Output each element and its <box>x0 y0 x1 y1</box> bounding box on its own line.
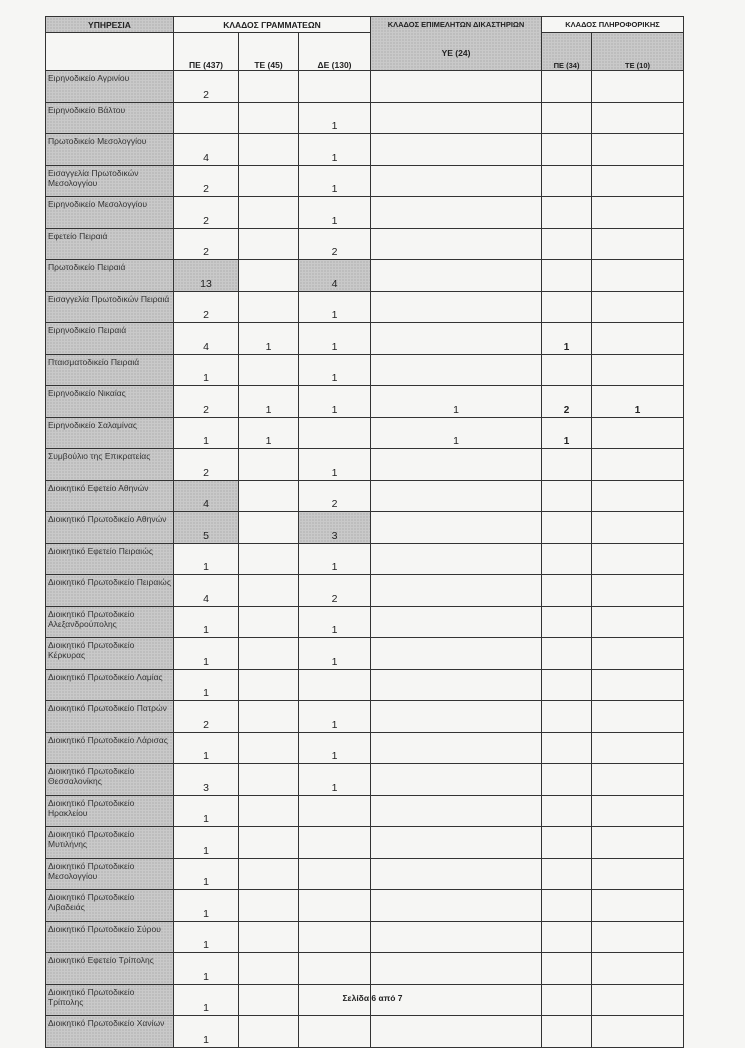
value-cell <box>239 669 299 701</box>
value-cell <box>371 1016 542 1048</box>
clerks-group-header: ΚΛΑΔΟΣ ΓΡΑΜΜΑΤΕΩΝ <box>174 17 371 33</box>
value-cell: 1 <box>592 386 684 418</box>
value-cell: 4 <box>174 575 239 607</box>
value-cell <box>239 449 299 481</box>
value-cell: 1 <box>174 732 239 764</box>
service-name: Διοικητικό Πρωτοδικείο Μεσολογγίου <box>48 860 135 881</box>
value-cell <box>371 291 542 323</box>
table-row <box>46 449 684 481</box>
value-cell: 4 <box>299 260 371 292</box>
value-cell <box>299 921 371 953</box>
value-cell <box>371 102 542 134</box>
value-cell <box>542 71 592 103</box>
value-cell: 2 <box>299 228 371 260</box>
value-cell <box>239 165 299 197</box>
value-cell <box>592 197 684 229</box>
value-cell: 1 <box>299 606 371 638</box>
value-cell: 3 <box>174 764 239 796</box>
value-cell <box>371 638 542 670</box>
value-cell <box>592 512 684 544</box>
column-header-row <box>46 33 684 71</box>
value-cell <box>299 795 371 827</box>
value-cell: 2 <box>174 71 239 103</box>
table-row <box>46 890 684 922</box>
value-cell <box>239 827 299 859</box>
value-cell: 2 <box>174 228 239 260</box>
table-row <box>46 701 684 733</box>
value-cell: 1 <box>299 701 371 733</box>
value-cell <box>592 858 684 890</box>
value-cell <box>371 228 542 260</box>
service-name: Πρωτοδικείο Πειραιά <box>48 262 126 272</box>
value-cell <box>592 260 684 292</box>
service-name-cell <box>46 165 174 197</box>
service-name: Διοικητικό Πρωτοδικείο Λαμίας <box>48 671 163 682</box>
value-cell <box>371 354 542 386</box>
service-name-cell <box>46 732 174 764</box>
value-cell: 1 <box>174 606 239 638</box>
service-name-cell <box>46 764 174 796</box>
value-cell <box>592 764 684 796</box>
value-cell: 1 <box>174 984 239 1016</box>
value-cell: 1 <box>174 795 239 827</box>
value-cell <box>239 606 299 638</box>
value-cell: 13 <box>174 260 239 292</box>
table-row <box>46 512 684 544</box>
service-name: Εφετείο Πειραιά <box>48 230 108 241</box>
service-name-cell <box>46 102 174 134</box>
value-cell: 4 <box>174 323 239 355</box>
value-cell <box>239 260 299 292</box>
value-cell <box>371 512 542 544</box>
value-cell <box>239 71 299 103</box>
value-cell <box>542 953 592 985</box>
value-cell <box>299 858 371 890</box>
table-row <box>46 795 684 827</box>
value-cell <box>592 543 684 575</box>
service-name: Συμβούλιο της Επικρατείας <box>48 451 151 461</box>
service-name: Πταισματοδικείο Πειραιά <box>48 356 140 367</box>
value-cell <box>592 417 684 449</box>
table-row <box>46 764 684 796</box>
value-cell <box>592 701 684 733</box>
service-name-cell <box>46 795 174 827</box>
service-name: Διοικητικό Εφετείο Αθηνών <box>48 482 149 493</box>
service-name: Ειρηνοδικείο Βάλτου <box>48 104 126 115</box>
service-name-cell <box>46 354 174 386</box>
value-cell <box>592 102 684 134</box>
value-cell: 1 <box>299 638 371 670</box>
value-cell: 1 <box>174 417 239 449</box>
value-cell <box>371 669 542 701</box>
value-cell <box>371 953 542 985</box>
staffing-table <box>45 16 684 1048</box>
service-name-cell <box>46 197 174 229</box>
value-cell <box>299 890 371 922</box>
service-name-cell <box>46 386 174 418</box>
service-name: Διοικητικό Πρωτοδικείο Πειραιώς <box>48 577 171 587</box>
value-cell: 1 <box>174 1016 239 1048</box>
table-row <box>46 858 684 890</box>
column-header-te-clerks: ΤΕ (45) <box>239 33 299 71</box>
value-cell <box>299 71 371 103</box>
service-name-cell <box>46 291 174 323</box>
service-name-cell <box>46 134 174 166</box>
value-cell: 1 <box>299 764 371 796</box>
service-name-cell <box>46 228 174 260</box>
value-cell <box>239 480 299 512</box>
value-cell <box>592 228 684 260</box>
value-cell: 1 <box>299 102 371 134</box>
value-cell: 2 <box>174 197 239 229</box>
service-name-cell <box>46 953 174 985</box>
service-name: Πρωτοδικείο Μεσολογγίου <box>48 136 147 146</box>
service-name-cell <box>46 512 174 544</box>
table-row <box>46 291 684 323</box>
table-row <box>46 669 684 701</box>
value-cell <box>239 638 299 670</box>
value-cell: 2 <box>542 386 592 418</box>
service-name: Διοικητικό Πρωτοδικείο Χανίων <box>48 1018 165 1028</box>
value-cell <box>592 354 684 386</box>
value-cell <box>299 827 371 859</box>
service-name-cell <box>46 827 174 859</box>
value-cell: 1 <box>299 134 371 166</box>
service-name-cell <box>46 71 174 103</box>
value-cell: 1 <box>239 386 299 418</box>
service-name: Ειρηνοδικείο Πειραιά <box>48 325 127 335</box>
value-cell <box>542 701 592 733</box>
service-name-cell <box>46 890 174 922</box>
value-cell <box>542 732 592 764</box>
value-cell <box>371 575 542 607</box>
service-name: Διοικητικό Πρωτοδικείο Θεσσαλονίκης <box>48 766 135 786</box>
value-cell: 1 <box>174 669 239 701</box>
value-cell <box>239 354 299 386</box>
service-name: Ειρηνοδικείο Μεσολογγίου <box>48 199 148 209</box>
table-row <box>46 606 684 638</box>
value-cell <box>371 71 542 103</box>
value-cell <box>592 323 684 355</box>
value-cell <box>542 858 592 890</box>
value-cell: 5 <box>174 512 239 544</box>
table-row <box>46 827 684 859</box>
service-name: Διοικητικό Πρωτοδικείο Λιβαδειάς <box>48 892 135 912</box>
table-row <box>46 386 684 418</box>
value-cell <box>542 102 592 134</box>
value-cell <box>174 102 239 134</box>
value-cell <box>542 134 592 166</box>
value-cell <box>542 764 592 796</box>
value-cell <box>592 606 684 638</box>
value-cell <box>239 134 299 166</box>
value-cell <box>542 606 592 638</box>
service-name: Διοικητικό Πρωτοδικείο Μυτιλήνης <box>48 829 135 849</box>
value-cell <box>239 701 299 733</box>
table-row <box>46 102 684 134</box>
service-name: Διοικητικό Πρωτοδικείο Λάρισας <box>48 734 168 745</box>
column-header-pe-it: ΠΕ (34) <box>542 33 592 71</box>
value-cell <box>239 291 299 323</box>
value-cell <box>592 1016 684 1048</box>
value-cell <box>299 953 371 985</box>
value-cell <box>239 858 299 890</box>
column-header-ye: ΥΕ (24) <box>441 48 471 58</box>
service-name: Ειρηνοδικείο Σαλαμίνας <box>48 419 137 430</box>
bailiffs-group-label: ΚΛΑΔΟΣ ΕΠΙΜΕΛΗΤΩΝ ΔΙΚΑΣΤΗΡΙΩΝ <box>387 20 525 29</box>
service-name: Διοικητικό Πρωτοδικείο Τρίπολης <box>48 986 135 1007</box>
table-row <box>46 543 684 575</box>
column-header-de-clerks: ΔΕ (130) <box>299 33 371 71</box>
service-name-cell <box>46 606 174 638</box>
value-cell <box>542 260 592 292</box>
value-cell: 2 <box>299 575 371 607</box>
value-cell <box>542 228 592 260</box>
value-cell <box>239 197 299 229</box>
table-row <box>46 921 684 953</box>
service-name: Διοικητικό Πρωτοδικείο Αλεξανδρούπολης <box>48 608 135 629</box>
value-cell <box>371 449 542 481</box>
value-cell <box>592 795 684 827</box>
value-cell: 1 <box>371 386 542 418</box>
value-cell <box>371 134 542 166</box>
value-cell <box>371 543 542 575</box>
value-cell <box>592 165 684 197</box>
value-cell: 1 <box>299 449 371 481</box>
value-cell: 3 <box>299 512 371 544</box>
value-cell <box>371 197 542 229</box>
table-row <box>46 71 684 103</box>
service-name-cell <box>46 323 174 355</box>
service-name: Ειρηνοδικείο Αγρινίου <box>48 73 130 83</box>
value-cell <box>542 1016 592 1048</box>
service-name-cell <box>46 543 174 575</box>
value-cell <box>371 323 542 355</box>
value-cell: 4 <box>174 134 239 166</box>
value-cell <box>371 858 542 890</box>
service-name: Διοικητικό Εφετείο Πειραιώς <box>48 545 153 556</box>
value-cell <box>542 795 592 827</box>
value-cell: 1 <box>299 197 371 229</box>
table-row <box>46 134 684 166</box>
service-name: Διοικητικό Πρωτοδικείο Αθηνών <box>48 514 167 524</box>
value-cell <box>239 890 299 922</box>
value-cell <box>592 669 684 701</box>
value-cell: 1 <box>299 354 371 386</box>
value-cell <box>239 1016 299 1048</box>
value-cell: 2 <box>174 386 239 418</box>
table-row <box>46 575 684 607</box>
value-cell <box>239 228 299 260</box>
value-cell: 1 <box>299 323 371 355</box>
service-name-cell <box>46 260 174 292</box>
table-row <box>46 732 684 764</box>
table-row <box>46 165 684 197</box>
service-name-cell <box>46 480 174 512</box>
table-row <box>46 638 684 670</box>
value-cell: 1 <box>239 323 299 355</box>
table-row <box>46 1016 684 1048</box>
service-name-cell <box>46 701 174 733</box>
value-cell <box>371 921 542 953</box>
value-cell <box>542 638 592 670</box>
value-cell: 2 <box>299 480 371 512</box>
value-cell <box>542 449 592 481</box>
table-row <box>46 323 684 355</box>
service-name: Εισαγγελία Πρωτοδικών Πειραιά <box>48 293 170 304</box>
service-name-cell <box>46 638 174 670</box>
service-name-cell <box>46 669 174 701</box>
value-cell <box>239 102 299 134</box>
value-cell <box>542 165 592 197</box>
service-name-cell <box>46 921 174 953</box>
value-cell <box>542 512 592 544</box>
value-cell: 2 <box>174 165 239 197</box>
value-cell: 1 <box>299 732 371 764</box>
value-cell <box>371 827 542 859</box>
value-cell <box>239 921 299 953</box>
column-header-pe-clerks: ΠΕ (437) <box>174 33 239 71</box>
value-cell <box>592 638 684 670</box>
value-cell: 1 <box>174 921 239 953</box>
value-cell <box>239 732 299 764</box>
value-cell <box>299 417 371 449</box>
value-cell <box>239 575 299 607</box>
service-name-cell <box>46 1016 174 1048</box>
column-header-te-it: ΤΕ (10) <box>592 33 684 71</box>
value-cell <box>592 921 684 953</box>
value-cell <box>542 890 592 922</box>
value-cell <box>592 480 684 512</box>
value-cell <box>239 764 299 796</box>
value-cell <box>542 575 592 607</box>
page-footer: Σελίδα 6 από 7 <box>342 993 403 1003</box>
value-cell <box>371 890 542 922</box>
service-name: Διοικητικό Πρωτοδικείο Σύρου <box>48 923 161 934</box>
value-cell: 1 <box>174 858 239 890</box>
table-body <box>46 71 684 1048</box>
service-header-blank <box>46 33 174 71</box>
value-cell: 1 <box>174 638 239 670</box>
value-cell: 1 <box>542 417 592 449</box>
value-cell <box>542 921 592 953</box>
value-cell <box>239 953 299 985</box>
value-cell: 1 <box>174 827 239 859</box>
value-cell: 1 <box>174 953 239 985</box>
value-cell: 2 <box>174 449 239 481</box>
service-name-cell <box>46 449 174 481</box>
it-group-header: ΚΛΑΔΟΣ ΠΛΗΡΟΦΟΡΙΚΗΣ <box>542 17 684 33</box>
value-cell: 1 <box>299 291 371 323</box>
value-cell: 1 <box>174 890 239 922</box>
value-cell: 1 <box>174 543 239 575</box>
value-cell: 2 <box>174 291 239 323</box>
value-cell <box>542 354 592 386</box>
table-row <box>46 480 684 512</box>
value-cell <box>592 575 684 607</box>
table-row <box>46 260 684 292</box>
service-name: Ειρηνοδικείο Νικαίας <box>48 388 126 398</box>
value-cell <box>542 669 592 701</box>
value-cell <box>371 480 542 512</box>
value-cell: 1 <box>174 354 239 386</box>
value-cell <box>371 764 542 796</box>
value-cell: 1 <box>299 165 371 197</box>
table-row <box>46 228 684 260</box>
value-cell <box>592 291 684 323</box>
value-cell: 1 <box>299 543 371 575</box>
value-cell <box>371 732 542 764</box>
table-row <box>46 417 684 449</box>
service-name: Διοικητικό Πρωτοδικείο Κέρκυρας <box>48 640 135 660</box>
service-name: Διοικητικό Πρωτοδικείο Πατρών <box>48 703 167 713</box>
value-cell <box>371 260 542 292</box>
value-cell <box>592 732 684 764</box>
value-cell <box>542 480 592 512</box>
value-cell: 1 <box>299 386 371 418</box>
service-name: Διοικητικό Πρωτοδικείο Ηρακλείου <box>48 797 135 818</box>
value-cell: 2 <box>174 701 239 733</box>
value-cell <box>542 291 592 323</box>
table-row <box>46 354 684 386</box>
value-cell <box>239 512 299 544</box>
service-name: Εισαγγελία Πρωτοδικών Μεσολογγίου <box>48 167 139 188</box>
service-name-cell <box>46 575 174 607</box>
value-cell <box>592 71 684 103</box>
value-cell <box>299 669 371 701</box>
value-cell <box>239 543 299 575</box>
value-cell <box>592 134 684 166</box>
service-name: Διοικητικό Εφετείο Τρίπολης <box>48 955 154 965</box>
service-column-header: ΥΠΗΡΕΣΙΑ <box>46 17 174 33</box>
service-name-cell <box>46 417 174 449</box>
value-cell <box>542 197 592 229</box>
value-cell <box>592 827 684 859</box>
value-cell: 4 <box>174 480 239 512</box>
value-cell <box>299 1016 371 1048</box>
table-row <box>46 197 684 229</box>
value-cell <box>371 606 542 638</box>
service-name-cell <box>46 858 174 890</box>
value-cell <box>542 827 592 859</box>
value-cell <box>371 165 542 197</box>
table-row <box>46 953 684 985</box>
value-cell <box>542 543 592 575</box>
value-cell <box>592 953 684 985</box>
value-cell: 1 <box>239 417 299 449</box>
value-cell: 1 <box>371 417 542 449</box>
value-cell <box>592 890 684 922</box>
value-cell: 1 <box>542 323 592 355</box>
bailiffs-group-header <box>371 17 542 71</box>
value-cell <box>239 795 299 827</box>
value-cell <box>592 449 684 481</box>
value-cell <box>371 701 542 733</box>
value-cell <box>371 795 542 827</box>
group-header-row <box>46 17 684 33</box>
